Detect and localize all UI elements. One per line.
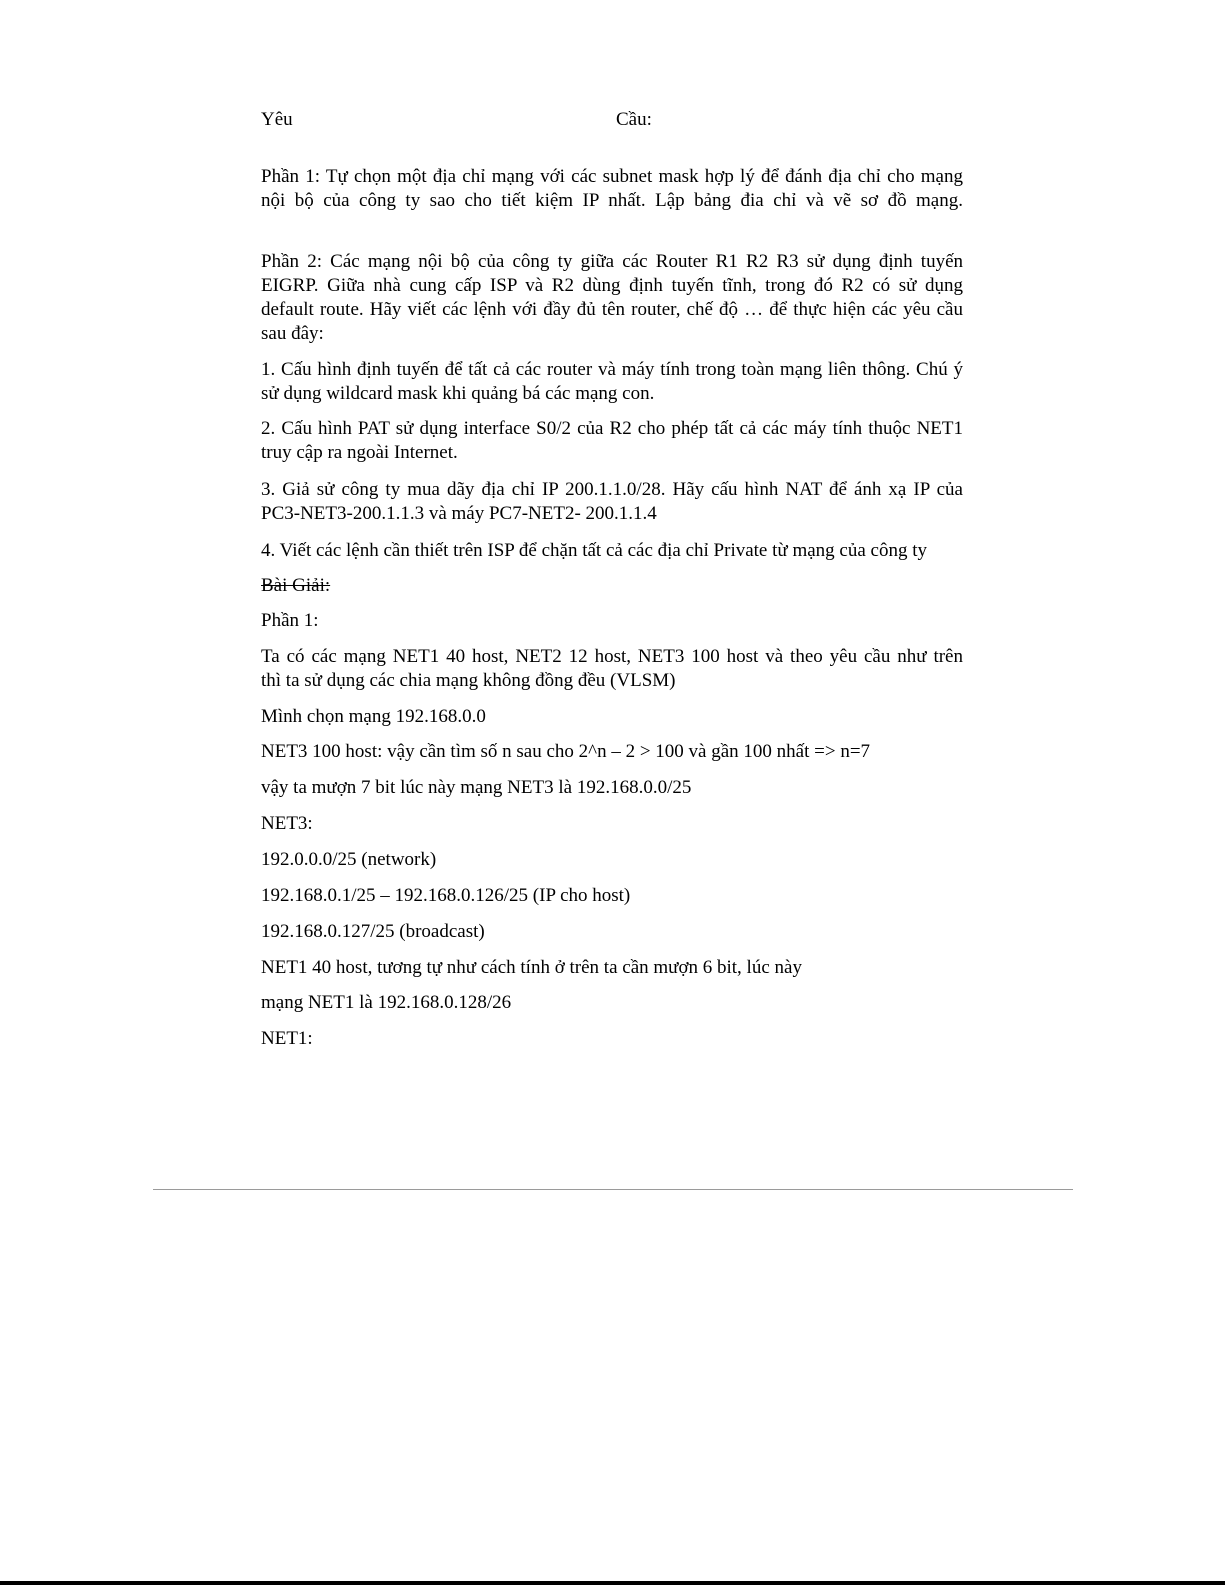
item3-line-1: 3. Giả sử công ty mua dãy địa chỉ IP 200.1.1.0/28. Hãy cấu hình NAT để ánh xạ IP của [261, 479, 963, 500]
solution-intro-line-2: thì ta sử dụng các chia mạng không đồng đều (VLSM) [261, 670, 676, 691]
header-right: Cầu: [616, 109, 652, 130]
net3-broadcast: 192.168.0.127/25 (broadcast) [261, 921, 485, 942]
net3-borrow: vậy ta mượn 7 bit lúc này mạng NET3 là 192.168.0.0/25 [261, 777, 692, 798]
net1-calc: NET1 40 host, tương tự như cách tính ở trên ta cần mượn 6 bit, lúc này [261, 957, 802, 978]
page-separator [153, 1189, 1073, 1190]
bottom-edge [0, 1581, 1225, 1585]
header-line [261, 108, 963, 132]
solution-part1-title: Phần 1: [261, 610, 319, 631]
part2-line-1: Phần 2: Các mạng nội bộ của công ty giữa các Router R1 R2 R3 sử dụng định tuyến [261, 251, 963, 272]
net3-calc: NET3 100 host: vậy cần tìm số n sau cho 2^n – 2 > 100 và gần 100 nhất => n=7 [261, 741, 871, 762]
solution-intro-line-1: Ta có các mạng NET1 40 host, NET2 12 host, NET3 100 host và theo yêu cầu như trên [261, 646, 963, 667]
net3-network: 192.0.0.0/25 (network) [261, 849, 437, 870]
item4-line: 4. Viết các lệnh cần thiết trên ISP để chặn tất cả các địa chỉ Private từ mạng của công ty [261, 540, 927, 561]
solution-choose: Mình chọn mạng 192.168.0.0 [261, 706, 486, 727]
part2-line-2: EIGRP. Giữa nhà cung cấp ISP và R2 dùng định tuyến tĩnh, trong đó R2 có sử dụng [261, 275, 963, 296]
net1-net: mạng NET1 là 192.168.0.128/26 [261, 992, 512, 1013]
item1-line-1: 1. Cấu hình định tuyến để tất cả các router và máy tính trong toàn mạng liên thông. Chú ý [261, 359, 963, 380]
part1-line-1: Phần 1: Tự chọn một địa chỉ mạng với các subnet mask hợp lý để đánh địa chỉ cho mạng [261, 166, 963, 187]
item2-line-1: 2. Cấu hình PAT sử dụng interface S0/2 của R2 cho phép tất cả các máy tính thuộc NET1 [261, 418, 963, 439]
part2-line-4: sau đây: [261, 323, 324, 344]
item2-line-2: truy cập ra ngoài Internet. [261, 442, 458, 463]
net3-label: NET3: [261, 813, 313, 834]
item1-line-2: sử dụng wildcard mask khi quảng bá các mạng con. [261, 383, 655, 404]
part2-line-3: default route. Hãy viết các lệnh với đầy đủ tên router, chế độ … để thực hiện các yêu cầu [261, 299, 963, 320]
header-left: Yêu [261, 109, 293, 130]
net3-hosts: 192.168.0.1/25 – 192.168.0.126/25 (IP cho host) [261, 885, 631, 906]
part1-line-2: nội bộ của công ty sao cho tiết kiệm IP nhất. Lập bảng đia chỉ và vẽ sơ đồ mạng. [261, 190, 963, 211]
item3-line-2: PC3-NET3-200.1.1.3 và máy PC7-NET2- 200.1.1.4 [261, 503, 657, 524]
net1-label: NET1: [261, 1028, 313, 1049]
solution-heading: Bài Giải: [261, 575, 331, 596]
